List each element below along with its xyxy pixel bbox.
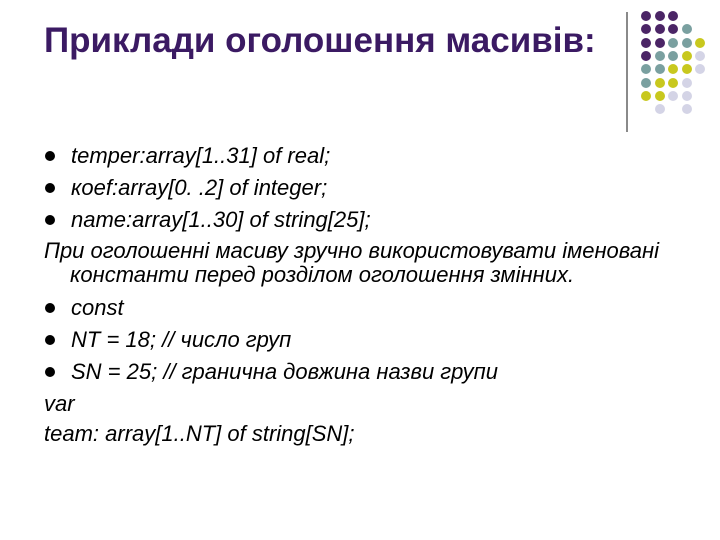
decorative-dot (655, 104, 665, 114)
decorative-dot (655, 24, 665, 34)
bullet-text: SN = 25; // гранична довжина назви групи (71, 359, 499, 384)
decorative-dot (682, 91, 692, 101)
bullet-icon (45, 335, 55, 345)
bullet-icon (45, 367, 55, 377)
bullet-item (44, 207, 684, 233)
code-line: team: array[1..NT] of string[SN]; (44, 421, 355, 446)
decorative-dot (668, 64, 678, 74)
decorative-dot (641, 64, 651, 74)
decorative-dot (641, 38, 651, 48)
decorative-dot (695, 38, 705, 48)
decorative-dot (641, 78, 651, 88)
bullet-icon (45, 151, 55, 161)
decorative-dot (682, 51, 692, 61)
bullet-item (44, 359, 684, 385)
decorative-dot (655, 91, 665, 101)
bullet-icon (45, 215, 55, 225)
decorative-dot (668, 78, 678, 88)
decorative-dot (655, 78, 665, 88)
bullet-text: name:array[1..30] of string[25]; (71, 207, 371, 232)
decorative-dot (641, 24, 651, 34)
body-paragraph: При оголошенні масиву зручно використовувати іменовані константи перед розділом оголошення змінних. (44, 238, 660, 287)
decorative-dot (655, 51, 665, 61)
decorative-dot (668, 24, 678, 34)
decorative-dot (641, 51, 651, 61)
bullet-item (44, 143, 684, 169)
decorative-dot (682, 24, 692, 34)
bullet-text: const (71, 295, 124, 320)
decorative-dot (641, 11, 651, 21)
slide-title: Приклади оголошення масивів: (44, 21, 596, 60)
decorative-dot (668, 91, 678, 101)
decorative-dot (682, 38, 692, 48)
decorative-dot (668, 38, 678, 48)
decorative-divider (626, 12, 628, 132)
decorative-dot (655, 64, 665, 74)
bullet-item (44, 295, 684, 321)
bullet-item (44, 327, 684, 353)
bullet-text: коef:array[0. .2] of integer; (71, 175, 328, 200)
decorative-dot (668, 51, 678, 61)
decorative-dot (655, 11, 665, 21)
decorative-dot (682, 78, 692, 88)
bullet-icon (45, 303, 55, 313)
slide-body (44, 143, 684, 451)
decorative-dot (641, 91, 651, 101)
bullet-text: temper:array[1..31] of real; (71, 143, 331, 168)
decorative-dot (682, 104, 692, 114)
decorative-dot (668, 11, 678, 21)
code-line: var (44, 391, 75, 416)
bullet-text: NT = 18; // число груп (71, 327, 292, 352)
bullet-icon (45, 183, 55, 193)
bullet-item (44, 175, 684, 201)
decorative-dot (655, 38, 665, 48)
decorative-dot (682, 64, 692, 74)
decorative-dot (695, 64, 705, 74)
decorative-dot (695, 51, 705, 61)
